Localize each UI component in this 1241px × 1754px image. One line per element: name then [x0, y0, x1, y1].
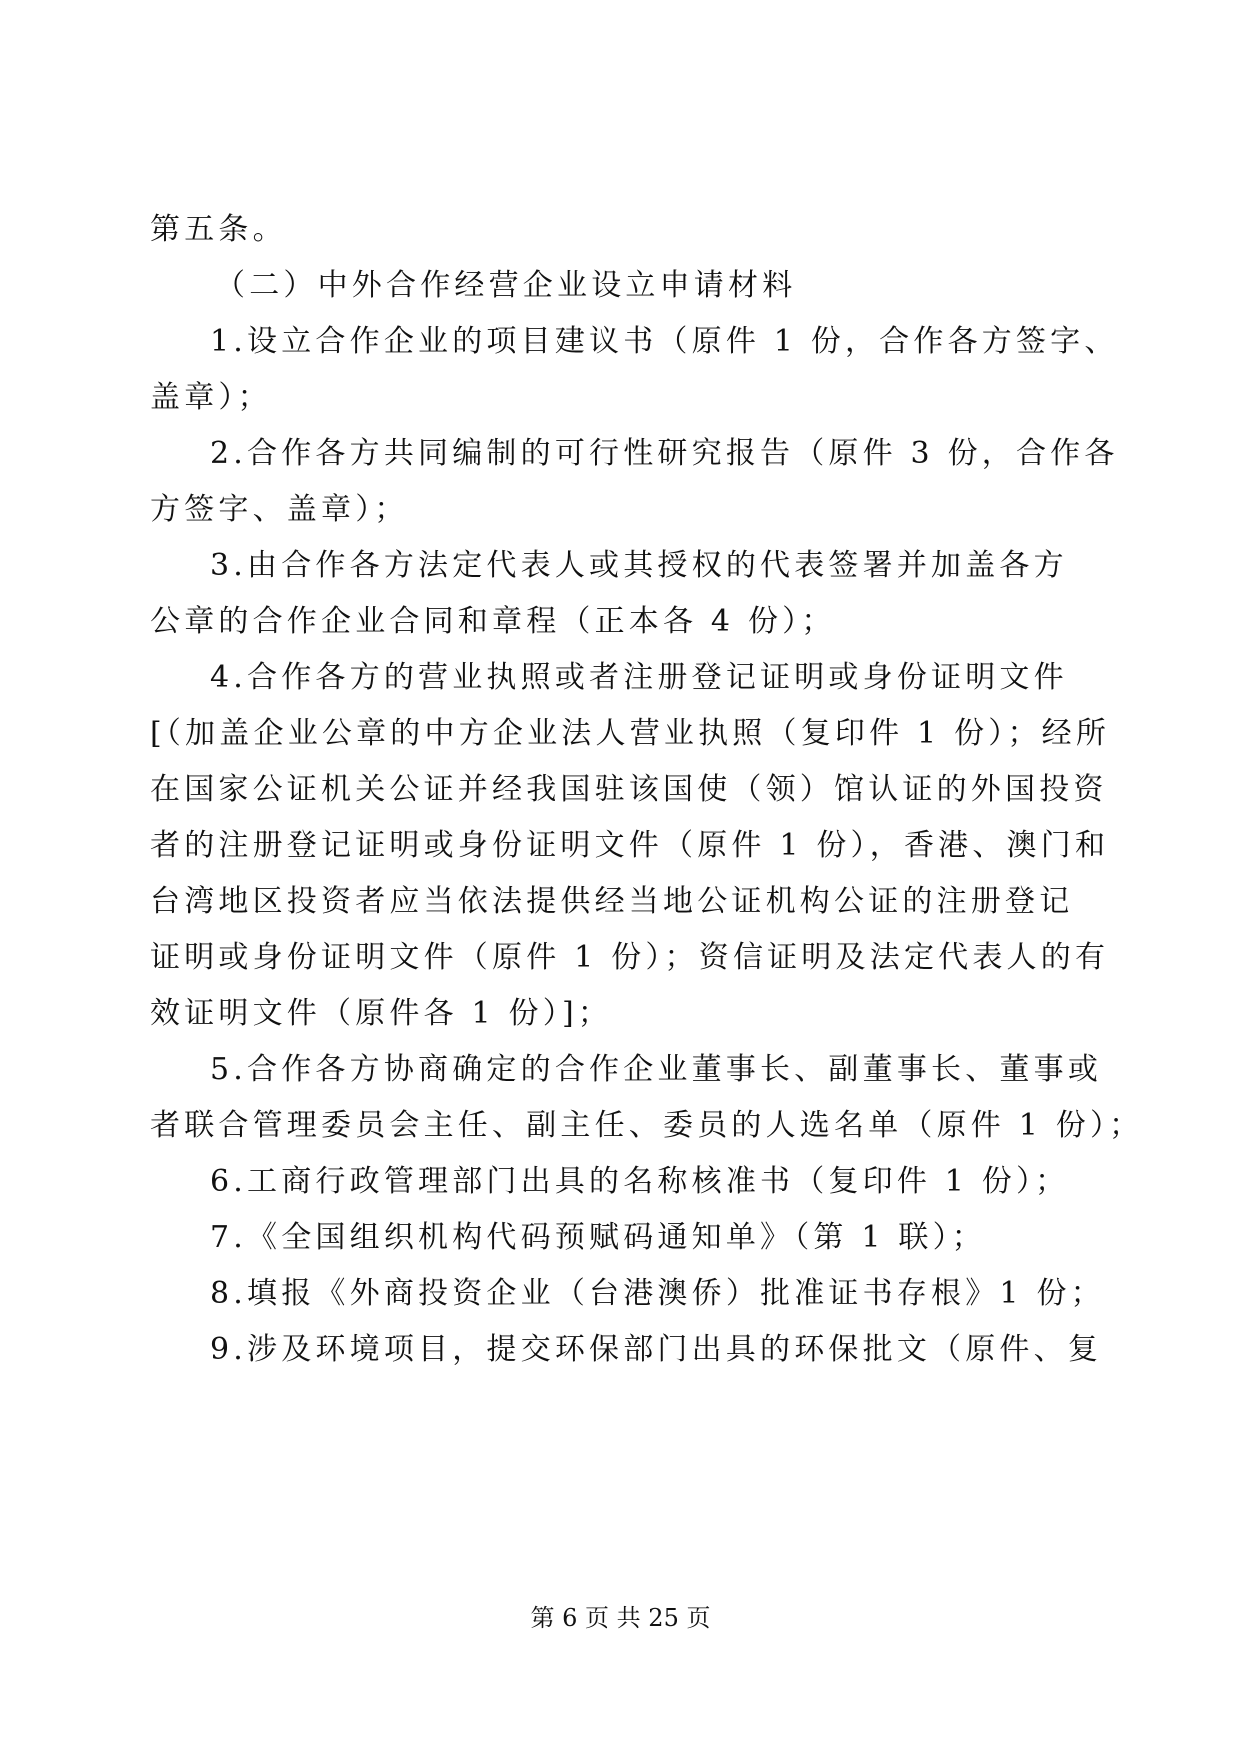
list-item-5-continued: 者联合管理委员会主任、副主任、委员的人选名单（原件 1 份）；: [150, 1108, 1144, 1143]
section-heading: （二）中外合作经营企业设立申请材料: [215, 268, 797, 303]
list-item-4-continued: 在国家公证机关公证并经我国驻该国使（领）馆认证的外国投资: [150, 772, 1108, 807]
list-item-7: 7.《全国组织机构代码预赋码通知单》（第 1 联）；: [210, 1220, 986, 1255]
list-item-3-continued: 公章的合作企业合同和章程（正本各 4 份）；: [150, 604, 836, 639]
list-item-4-continued: 效证明文件（原件各 1 份）]；: [150, 996, 613, 1031]
list-item-1: 1.设立合作企业的项目建议书（原件 1 份，合作各方签字、: [210, 324, 1119, 359]
list-item-2: 2.合作各方共同编制的可行性研究报告（原件 3 份，合作各: [210, 436, 1119, 471]
list-item-8: 8.填报《外商投资企业（台港澳侨）批准证书存根》1 份；: [210, 1276, 1105, 1311]
text-line: 第五条。: [150, 212, 287, 247]
page-footer: 第 6 页 共 25 页: [530, 1604, 711, 1632]
list-item-5: 5.合作各方协商确定的合作企业董事长、副董事长、董事或: [210, 1052, 1103, 1087]
list-item-1-continued: 盖章）；: [150, 380, 272, 415]
list-item-4-continued: 证明或身份证明文件（原件 1 份）；资信证明及法定代表人的有: [150, 940, 1110, 975]
list-item-9: 9.涉及环境项目，提交环保部门出具的环保批文（原件、复: [210, 1332, 1103, 1367]
list-item-6: 6.工商行政管理部门出具的名称核准书（复印件 1 份）；: [210, 1164, 1070, 1199]
list-item-4: 4.合作各方的营业执照或者注册登记证明或身份证明文件: [210, 660, 1068, 695]
list-item-4-continued: 者的注册登记证明或身份证明文件（原件 1 份），香港、澳门和: [150, 828, 1110, 863]
list-item-4-continued: 台湾地区投资者应当依法提供经当地公证机构公证的注册登记: [150, 884, 1074, 919]
list-item-4-continued: [（加盖企业公章的中方企业法人营业执照（复印件 1 份）；经所: [150, 716, 1111, 751]
list-item-3: 3.由合作各方法定代表人或其授权的代表签署并加盖各方: [210, 548, 1068, 583]
list-item-2-continued: 方签字、盖章）；: [150, 492, 409, 527]
